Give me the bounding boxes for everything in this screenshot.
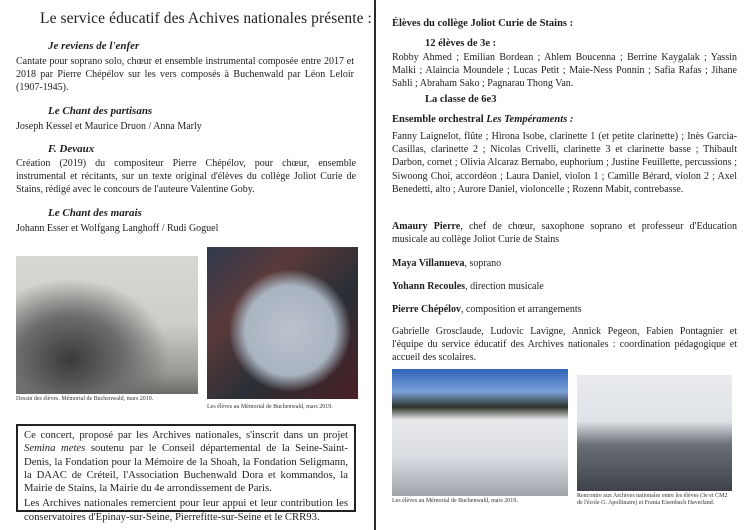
left-page bbox=[0, 0, 374, 530]
ensemble-heading: Ensemble orchestral Les Tempéraments : bbox=[392, 114, 574, 125]
credit-maya-villanueva: Maya Villanueva, soprano bbox=[392, 258, 502, 269]
work-title-chant-marais: Le Chant des marais bbox=[48, 207, 142, 219]
work-desc-devaux: Création (2019) du compositeur Pierre Chépélov, pour chœur, ensemble instrumental et récitants, sur un texte original d'élèves du collège Joliot Curie de Stains, rédigé avec le concours de l'auteure Valentine Goby. bbox=[16, 158, 356, 196]
work-desc-chant-partisans: Joseph Kessel et Maurice Druon / Anna Marly bbox=[16, 121, 202, 132]
thanks-paragraph: Les Archives nationales remercient pour leur appui et leur contribution les conservatoires d'Epinay-sur-Seine, Pierrefitte-sur-Seine et le CRR93. bbox=[24, 497, 348, 523]
work-title-chant-partisans: Le Chant des partisans bbox=[48, 105, 153, 117]
students-drawing-image bbox=[16, 256, 198, 394]
page-title: Le service éducatif des Achives nationales présente : bbox=[40, 10, 372, 27]
right-page bbox=[377, 0, 750, 530]
work-title-je-reviens: Je reviens de l'enfer bbox=[48, 40, 140, 52]
memorial-snow-image bbox=[392, 369, 568, 496]
students-memorial-image bbox=[207, 247, 358, 399]
meeting-caption-line1: Rencontre aux Archives nationales entre les élèves (3e et CM2 bbox=[577, 493, 728, 499]
credit-amaury-pierre: Amaury Pierre, chef de chœur, saxophone soprano et professeur d'Education musicale au collège Joliot Curie de Stains bbox=[392, 221, 737, 246]
archives-meeting-image bbox=[577, 375, 732, 491]
class3-heading: 12 élèves de 3e : bbox=[425, 38, 497, 49]
memorial-caption: Les élèves au Mémorial de Buchenwald, mars 2019. bbox=[207, 404, 333, 410]
coordination-text: Gabrielle Grosclaude, Ludovic Lavigne, Annick Pegeon, Fabien Pontagnier et l'équipe du service éducatif des Archives nationales : coordination pédagogique et accueil des scolaires. bbox=[392, 326, 737, 364]
class3-names: Robby Ahmed ; Emilian Bordean ; Ahlem Boucenna ; Berrine Kaygalak ; Yassin Malki ; Alaincia Moundele ; Lucas Petit ; Maie-Ness Ponnin ; Safia Rafas ; Jihane Sahli ; Abraham Sako ; Pagnarau Thong Van. bbox=[392, 52, 737, 90]
work-desc-chant-marais: Johann Esser et Wolfgang Langhoff / Rudi Goguel bbox=[16, 223, 219, 234]
sponsors-box bbox=[16, 424, 356, 523]
credit-pierre-chepelov: Pierre Chépélov, composition et arrangements bbox=[392, 304, 582, 315]
work-title-devaux: F. Devaux bbox=[48, 143, 95, 155]
drawing-caption: Dessin des élèves. Mémorial de Buchenwald, mars 2019. bbox=[16, 396, 154, 402]
students-heading: Élèves du collège Joliot Curie de Stains : bbox=[392, 18, 574, 29]
snow-caption: Les élèves au Mémorial de Buchenwald, mars 2019. bbox=[392, 498, 518, 504]
page-divider bbox=[374, 0, 376, 530]
work-desc-je-reviens: Cantate pour soprano solo, chœur et ensemble instrumental composée entre 2017 et 2018 par Pierre Chépélov sur les vers composés à Buchenwald par Léon Leloir (1907-1945). bbox=[16, 56, 354, 94]
project-name: Semina metes bbox=[24, 442, 86, 455]
credit-yohann-recoules: Yohann Recoules, direction musicale bbox=[392, 281, 544, 292]
meeting-caption-line2: de l'école G. Apollinaire) et Frania Eisenbach Haverland. bbox=[577, 500, 715, 506]
ensemble-members: Fanny Laignelot, flûte ; Hirona Isobe, clarinette 1 (et petite clarinette) ; Inès Garcia-Casillas, clarinette 2 ; Nicolas Crivelli, clarinette 3 et clarinette basse ; Thibault Darbon, cornet ; Olivia Alcaraz Bernabo, euphorium ; Justine Feuillette, percussions ; Siwoong Choi, accordéon ; Laura Daniel, violon 1 ; Camille Bérard, violon 2 ; Axel Benedetti, alto ; Aurore Daniel, violoncelle ; Rozenn Mabit, contrebasse. bbox=[392, 131, 737, 195]
class6-heading: La classe de 6e3 bbox=[425, 94, 497, 105]
sponsors-paragraph: Ce concert, proposé par les Archives nationales, s'inscrit dans un projet Semina metes soutenu par le Conseil départemental de la Seine-Saint-Denis, la Fondation pour la Mémoire de la Shoah, la Fondation Seligmann, la DAAC de Créteil, l'Association Buchenwald Dora et kommandos, la Mairie de Stains, la Mairie du 4e arrondissement de Paris. bbox=[24, 429, 348, 495]
